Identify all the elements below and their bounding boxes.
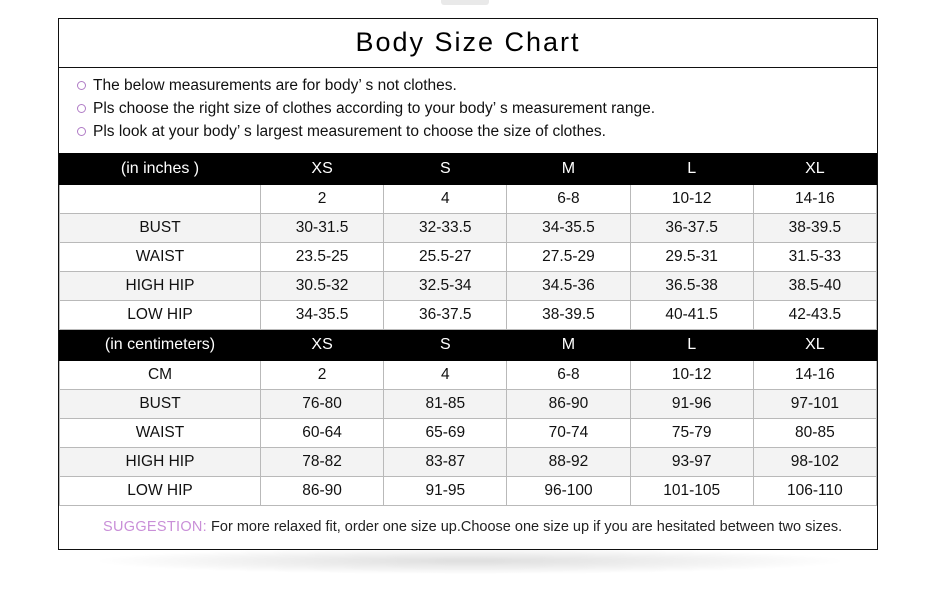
column-header: XL (753, 330, 876, 361)
note-item (77, 121, 877, 142)
cell: 34-35.5 (261, 301, 384, 330)
cell: 83-87 (384, 448, 507, 477)
cell: 80-85 (753, 419, 876, 448)
cell: 60-64 (261, 419, 384, 448)
column-header: M (507, 330, 630, 361)
suggestion-line (59, 506, 877, 549)
row-label: LOW HIP (60, 477, 261, 506)
column-header: XL (753, 154, 876, 185)
column-header: XS (261, 154, 384, 185)
table-row (60, 419, 877, 448)
row-label: LOW HIP (60, 301, 261, 330)
note-item (77, 75, 877, 96)
cell: 30.5-32 (261, 272, 384, 301)
table-row (60, 272, 877, 301)
cell: 6-8 (507, 185, 630, 214)
cell: 38.5-40 (753, 272, 876, 301)
page-title: Body Size Chart (59, 19, 877, 68)
note-item (77, 98, 877, 119)
bottom-shadow-decoration (100, 548, 840, 574)
cell: 10-12 (630, 361, 753, 390)
cell: 29.5-31 (630, 243, 753, 272)
row-label: WAIST (60, 243, 261, 272)
column-header: (in centimeters) (60, 330, 261, 361)
cell: 2 (261, 361, 384, 390)
row-label: HIGH HIP (60, 272, 261, 301)
row-label: CM (60, 361, 261, 390)
table-row (60, 361, 877, 390)
cell: 97-101 (753, 390, 876, 419)
cell: 34.5-36 (507, 272, 630, 301)
cell: 32-33.5 (384, 214, 507, 243)
cell: 76-80 (261, 390, 384, 419)
cell: 32.5-34 (384, 272, 507, 301)
cell: 23.5-25 (261, 243, 384, 272)
cell: 4 (384, 185, 507, 214)
table-header-centimeters (60, 330, 877, 361)
column-header: S (384, 330, 507, 361)
cell: 42-43.5 (753, 301, 876, 330)
column-header: M (507, 154, 630, 185)
column-header: L (630, 330, 753, 361)
row-label: BUST (60, 390, 261, 419)
note-text: Pls look at your body’ s largest measurement to choose the size of clothes. (93, 123, 606, 140)
cell: 30-31.5 (261, 214, 384, 243)
bullet-circle-icon (77, 121, 93, 142)
cell: 38-39.5 (507, 301, 630, 330)
column-header: L (630, 154, 753, 185)
cell: 6-8 (507, 361, 630, 390)
cell: 36.5-38 (630, 272, 753, 301)
size-chart-frame (58, 18, 878, 550)
bullet-circle-icon (77, 75, 93, 96)
table-row (60, 390, 877, 419)
cell: 2 (261, 185, 384, 214)
table-row (60, 243, 877, 272)
row-label: HIGH HIP (60, 448, 261, 477)
cell: 86-90 (507, 390, 630, 419)
cell: 14-16 (753, 185, 876, 214)
cell: 10-12 (630, 185, 753, 214)
notes-list (59, 68, 877, 153)
table-header-inches (60, 154, 877, 185)
cell: 78-82 (261, 448, 384, 477)
cell: 34-35.5 (507, 214, 630, 243)
cell: 36-37.5 (384, 301, 507, 330)
suggestion-label: SUGGESTION: (103, 519, 208, 535)
table-row (60, 185, 877, 214)
cell: 86-90 (261, 477, 384, 506)
table-row (60, 448, 877, 477)
cell: 70-74 (507, 419, 630, 448)
note-text: The below measurements are for body’ s not clothes. (93, 77, 457, 94)
table-row (60, 301, 877, 330)
cell: 31.5-33 (753, 243, 876, 272)
cell: 91-96 (630, 390, 753, 419)
size-chart-table (59, 153, 877, 506)
column-header: (in inches ) (60, 154, 261, 185)
column-header: XS (261, 330, 384, 361)
cell: 40-41.5 (630, 301, 753, 330)
cell: 75-79 (630, 419, 753, 448)
bullet-circle-icon (77, 98, 93, 119)
top-notch-decoration (441, 0, 489, 5)
note-text: Pls choose the right size of clothes according to your body’ s measurement range. (93, 100, 656, 117)
cell: 27.5-29 (507, 243, 630, 272)
column-header: S (384, 154, 507, 185)
cell: 14-16 (753, 361, 876, 390)
cell: 93-97 (630, 448, 753, 477)
cell: 36-37.5 (630, 214, 753, 243)
row-label: WAIST (60, 419, 261, 448)
suggestion-text: For more relaxed fit, order one size up.Choose one size up if you are hesitated between two sizes. (211, 519, 843, 535)
cell: 96-100 (507, 477, 630, 506)
cell: 81-85 (384, 390, 507, 419)
row-label: BUST (60, 214, 261, 243)
cell: 88-92 (507, 448, 630, 477)
cell: 65-69 (384, 419, 507, 448)
cell: 106-110 (753, 477, 876, 506)
cell: 38-39.5 (753, 214, 876, 243)
cell: 25.5-27 (384, 243, 507, 272)
cell: 101-105 (630, 477, 753, 506)
cell: 91-95 (384, 477, 507, 506)
row-label (60, 185, 261, 214)
table-row (60, 214, 877, 243)
cell: 4 (384, 361, 507, 390)
table-row (60, 477, 877, 506)
cell: 98-102 (753, 448, 876, 477)
